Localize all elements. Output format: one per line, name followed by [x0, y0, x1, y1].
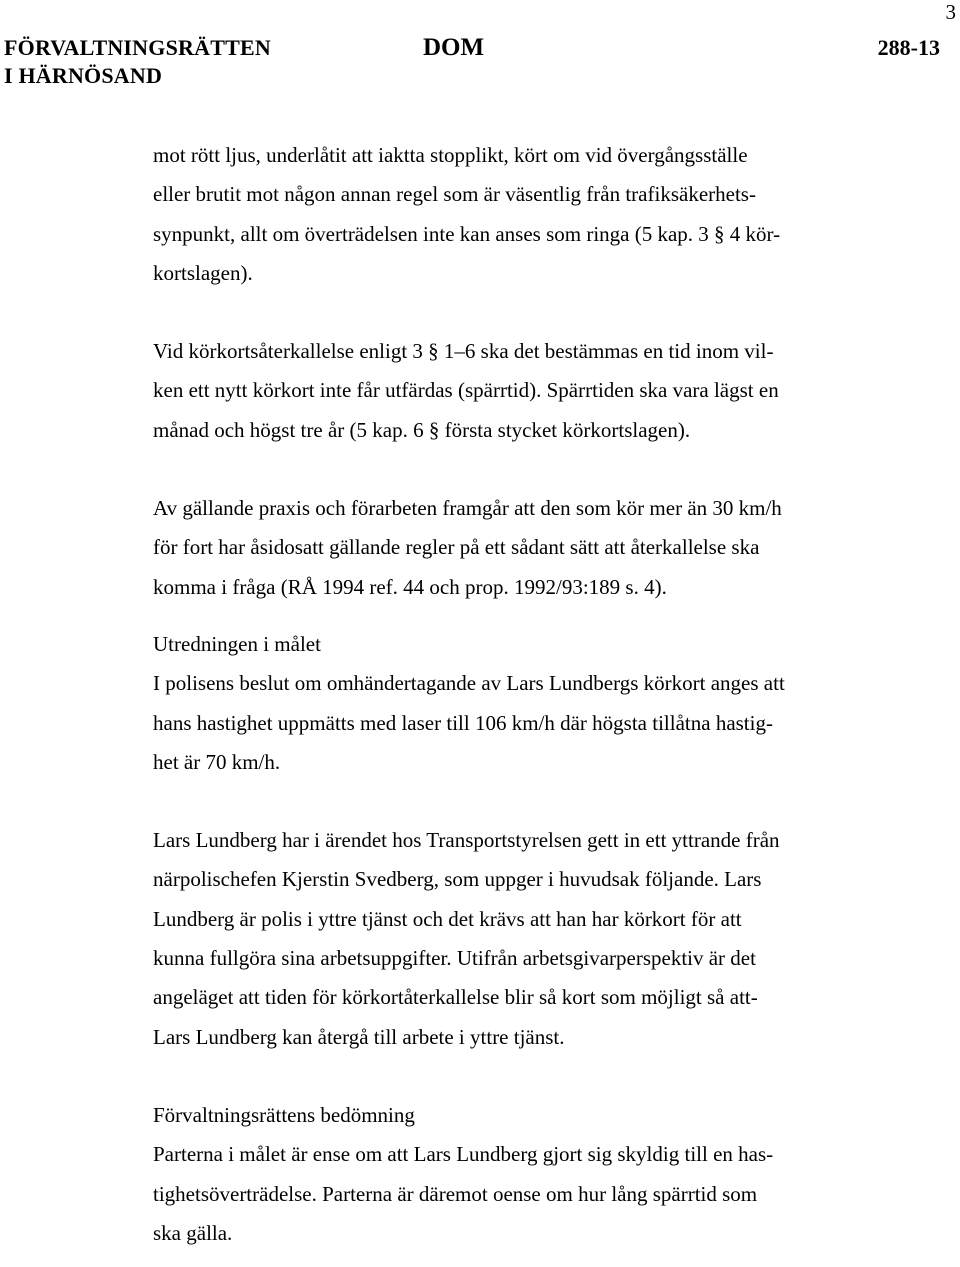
section-heading: Utredningen i målet	[153, 631, 321, 656]
text-line: synpunkt, allt om överträdelsen inte kan anses som ringa (5 kap. 3 § 4 kör-	[153, 221, 781, 246]
court-name-line2: I HÄRNÖSAND	[4, 63, 163, 88]
text-line: för fort har åsidosatt gällande regler på ett sådant sätt att återkallelse ska	[153, 535, 760, 560]
paragraph-sparrtid	[153, 332, 845, 450]
paragraph-praxis	[153, 489, 845, 607]
page-number: 3	[945, 0, 956, 24]
paragraph-yttrande	[153, 821, 845, 1057]
text-line: kunna fullgöra sina arbetsuppgifter. Utifrån arbetsgivarperspektiv är det	[153, 946, 756, 971]
text-line: komma i fråga (RÅ 1994 ref. 44 och prop. 1992/93:189 s. 4).	[153, 574, 667, 599]
text-line: ska gälla.	[153, 1220, 233, 1245]
court-name-line1: FÖRVALTNINGSRÄTTEN	[4, 35, 271, 60]
text-line: tighetsöverträdelse. Parterna är däremot oense om hur lång spärrtid som	[153, 1181, 758, 1206]
text-line: hans hastighet uppmätts med laser till 106 km/h där högsta tillåtna hastig-	[153, 710, 773, 735]
text-line: I polisens beslut om omhändertagande av Lars Lundbergs körkort anges att	[153, 671, 785, 696]
text-line: ken ett nytt körkort inte får utfärdas (spärrtid). Spärrtiden ska vara lägst en	[153, 378, 779, 403]
text-line: Vid körkortsåterkallelse enligt 3 § 1–6 ska det bestämmas en tid inom vil-	[153, 339, 774, 364]
paragraph-traffic-rules	[153, 136, 845, 293]
section-heading: Förvaltningsrättens bedömning	[153, 1102, 415, 1127]
text-line: mot rött ljus, underlåtit att iaktta stopplikt, kört om vid övergångsställe	[153, 143, 748, 167]
text-line: eller brutit mot någon annan regel som är väsentlig från trafiksäkerhets-	[153, 182, 756, 207]
text-line: Av gällande praxis och förarbeten framgår att den som kör mer än 30 km/h	[153, 496, 782, 521]
text-line: het är 70 km/h.	[153, 749, 281, 774]
text-line: Lundberg är polis i yttre tjänst och det krävs att han har körkort för att	[153, 906, 742, 931]
section-utredningen	[153, 625, 845, 782]
case-number: 288-13	[877, 35, 940, 60]
text-line: Lars Lundberg har i ärendet hos Transportstyrelsen gett in ett yttrande från	[153, 828, 780, 853]
text-line: närpolischefen Kjerstin Svedberg, som uppger i huvudsak följande. Lars	[153, 867, 762, 892]
text-line: Parterna i målet är ense om att Lars Lundberg gjort sig skyldig till en has-	[153, 1142, 774, 1167]
text-line: månad och högst tre år (5 kap. 6 § första stycket körkortslagen).	[153, 417, 691, 442]
text-line: kortslagen).	[153, 260, 253, 285]
court-name	[4, 34, 271, 90]
section-bedomning	[153, 1096, 845, 1253]
document-type: DOM	[423, 34, 485, 61]
text-line: Lars Lundberg kan återgå till arbete i yttre tjänst.	[153, 1024, 565, 1049]
document-body	[153, 136, 845, 1253]
text-line: angeläget att tiden för körkortåterkallelse blir så kort som möjligt så att-	[153, 985, 758, 1010]
